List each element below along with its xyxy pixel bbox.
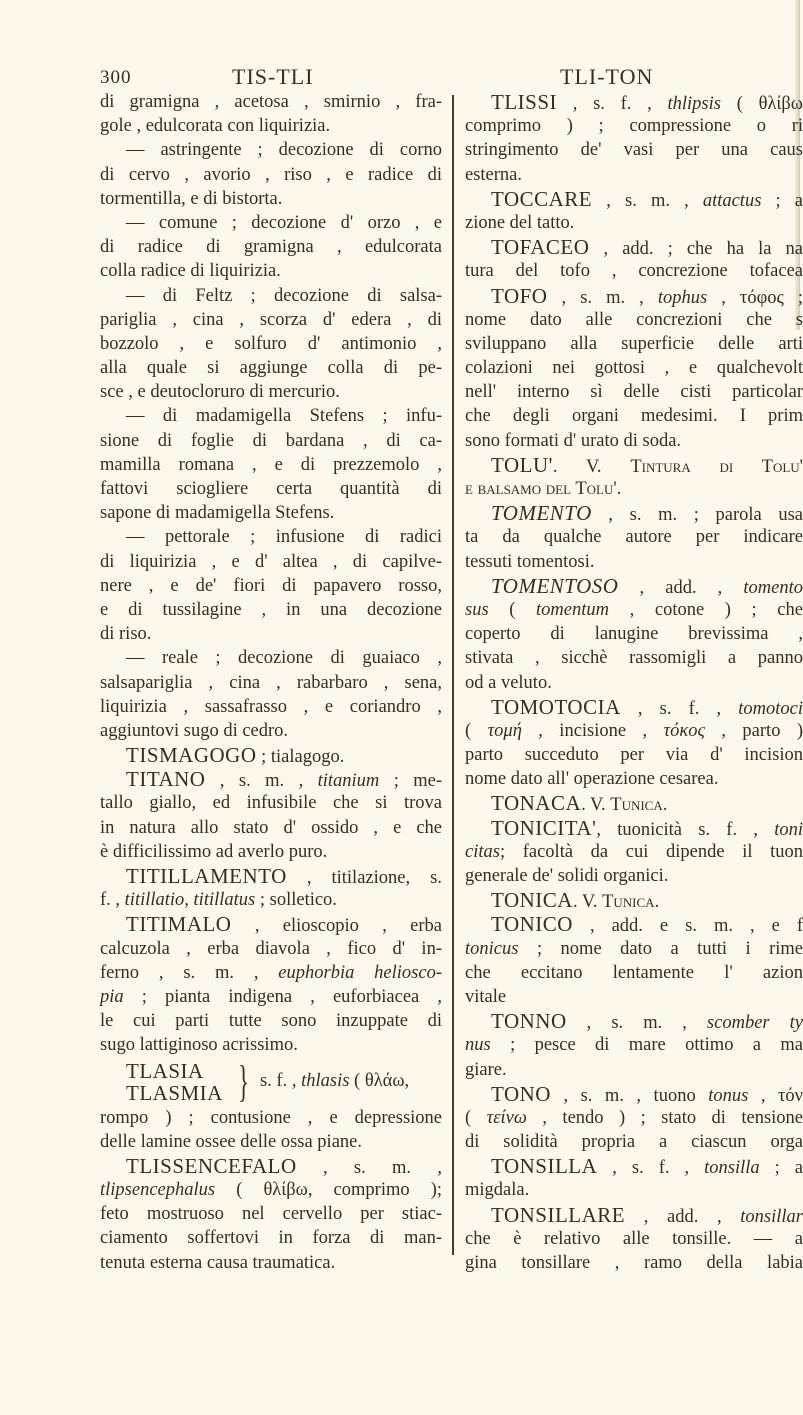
text-segment: , add. e s. m. , e f	[572, 916, 803, 937]
text-line	[465, 550, 803, 574]
text-segment: , s. m. ,	[592, 190, 703, 211]
text-line	[100, 453, 442, 477]
headword: TLASIA	[126, 1058, 204, 1083]
text-line	[465, 235, 803, 259]
text-segment: , cotone ) ; che	[609, 599, 803, 620]
text-segment: , s. m. ,	[566, 1013, 707, 1034]
text-segment: — astringente ; decozione di corno	[126, 140, 442, 161]
text-line	[100, 332, 442, 356]
headword: TONICA	[491, 888, 573, 913]
text-segment: . V.	[581, 795, 611, 816]
headword: TOMENTO	[491, 501, 592, 526]
text-line	[465, 671, 803, 695]
text-segment: coperto di lanugine brevissima ,	[465, 624, 803, 645]
text-line	[465, 743, 803, 767]
text-segment: ; nome dato a tutti i rime	[518, 938, 803, 959]
headword: TONSILLA	[491, 1154, 598, 1179]
text-segment: sugo lattiginoso acrissimo.	[100, 1035, 298, 1056]
headword: TLISSI	[491, 90, 557, 114]
text-segment: di gramigna , acetosa , smirnio , fra-	[100, 92, 442, 112]
headword: TOCCARE	[491, 186, 593, 211]
text-segment: stivata , sicchè rassomigli a panno	[465, 648, 803, 669]
text-segment: Tintura di Tolu'	[630, 456, 803, 477]
text-line	[465, 1130, 803, 1154]
text-segment: thlasis	[301, 1071, 350, 1091]
text-line	[465, 1178, 803, 1202]
text-line	[100, 1106, 442, 1130]
text-segment: e balsamo del Tolu'.	[465, 479, 622, 499]
text-segment: tlipsencephalus	[100, 1180, 216, 1201]
text-segment: generale de' solidi organici.	[465, 866, 669, 886]
text-line	[465, 1227, 803, 1251]
text-segment: ; a	[761, 190, 803, 211]
text-line	[465, 622, 803, 646]
text-segment: , s. m. ,	[547, 287, 658, 308]
text-segment: gole , edulcorata con liquirizia.	[100, 116, 331, 137]
text-line	[465, 259, 803, 283]
text-line	[100, 816, 442, 840]
text-line	[465, 864, 803, 888]
text-line	[465, 1058, 803, 1082]
text-line	[465, 163, 803, 187]
text-segment: attactus	[702, 190, 762, 211]
text-segment: di radice di gramigna , edulcorata	[100, 237, 442, 258]
text-segment: tomentum	[536, 599, 610, 620]
text-line	[100, 888, 442, 912]
text-segment: — di Feltz ; decozione di salsa-	[126, 285, 442, 306]
text-segment: , tuonicità s. f. ,	[596, 819, 775, 840]
text-line	[465, 574, 803, 598]
text-segment: thlipsis	[667, 94, 721, 114]
text-segment: tonsilla	[704, 1158, 760, 1179]
text-segment: ferno , s. m. ,	[100, 962, 279, 983]
text-line	[465, 1033, 803, 1057]
text-line	[465, 840, 803, 864]
text-segment: ; a	[759, 1158, 803, 1179]
text-line	[100, 864, 442, 888]
text-line	[465, 211, 803, 235]
running-head-right: TLI-TON	[560, 64, 654, 89]
text-segment: colazioni nei gottosi , e qualchevolt	[465, 358, 803, 379]
text-segment: titillatio, titillatus	[124, 890, 256, 911]
text-segment: in natura allo stato d' ossido , e che	[100, 817, 442, 838]
text-line	[465, 429, 803, 453]
text-segment: le cui parti tutte sono inzuppate di	[100, 1011, 442, 1032]
text-line	[100, 380, 442, 404]
text-segment: calcuzola , erba diavola , fico d' in-	[100, 938, 442, 959]
text-line	[100, 163, 442, 187]
text-segment: — comune ; decozione d' orzo , e	[126, 212, 442, 233]
headword: TITANO	[126, 767, 206, 792]
text-segment: , titilazione, s.	[286, 868, 442, 888]
bracketed-entry	[100, 1056, 442, 1106]
right-column	[465, 90, 803, 1275]
text-segment: di liquirizia , e d' altea , di capilve-	[100, 551, 442, 572]
text-line	[465, 1009, 803, 1033]
text-line	[100, 767, 442, 791]
text-segment: toni	[774, 819, 803, 840]
text-segment: che eccitano lentamente l' azion	[465, 962, 803, 983]
text-line	[465, 308, 803, 332]
text-segment: . V.	[572, 892, 603, 913]
text-segment: tessuti tomentosi.	[465, 551, 595, 572]
text-line	[100, 114, 442, 138]
text-segment: scomber ty	[706, 1013, 803, 1034]
text-segment: , τόν	[748, 1085, 803, 1106]
text-segment: parto succeduto per via d' incision	[465, 745, 803, 766]
text-segment: che degli organi medesimi. I prim	[465, 406, 803, 427]
text-segment: mamilla romana , e di prezzemolo ,	[100, 454, 442, 475]
text-segment: f. ,	[100, 890, 125, 911]
text-segment: di riso.	[100, 624, 152, 645]
text-segment: ta da qualche autore per indicare	[465, 527, 803, 548]
text-line	[100, 1154, 442, 1178]
headword: TLISSENCEFALO	[126, 1153, 297, 1178]
text-segment: τείνω	[486, 1107, 527, 1128]
text-segment: stringimento de' vasi per una caus	[465, 140, 803, 161]
text-line	[100, 138, 442, 162]
text-line	[465, 1154, 803, 1178]
text-segment: , s. f. ,	[557, 94, 668, 114]
text-line	[100, 598, 442, 622]
text-segment: τόκος	[663, 720, 706, 741]
text-segment: salsapariglia , cina , rabarbaro , sena,	[100, 672, 442, 693]
text-segment: Tunica.	[610, 795, 668, 816]
text-line	[465, 767, 803, 791]
headword: TOMENTOSO	[491, 573, 619, 598]
column-divider	[452, 95, 454, 1255]
text-segment: sus	[465, 599, 489, 620]
left-column	[100, 90, 442, 1275]
text-segment: s. f. ,	[259, 1071, 302, 1091]
text-segment: — di madamigella Stefens ; infu-	[126, 406, 442, 427]
text-segment: pia	[100, 986, 124, 1007]
text-line	[100, 937, 442, 961]
text-line	[100, 235, 442, 259]
text-line	[100, 550, 442, 574]
text-line	[100, 525, 442, 549]
text-line	[465, 816, 803, 840]
text-line	[100, 719, 442, 743]
text-segment: gina tonsillare , ramo della labia	[465, 1253, 803, 1273]
text-segment: nome dato all' operazione cesarea.	[465, 769, 719, 790]
text-line	[465, 356, 803, 380]
headword: TOLU'	[491, 452, 553, 477]
text-segment: che è relativo alle tonsille. — a	[465, 1228, 803, 1249]
headword: TONACA	[491, 791, 582, 816]
text-segment: , add. ,	[625, 1206, 741, 1227]
text-segment: tallo giallo, ed infusibile che si trova	[100, 793, 442, 814]
headword: TONICO	[491, 912, 573, 937]
text-line	[465, 888, 803, 912]
text-segment: vitale	[465, 986, 507, 1007]
text-line	[100, 961, 442, 985]
text-line	[465, 646, 803, 670]
text-line	[465, 90, 803, 114]
text-line	[465, 1203, 803, 1227]
text-segment: , s. f. ,	[620, 698, 739, 719]
text-segment: tonsillar	[740, 1206, 803, 1227]
text-line	[100, 477, 442, 501]
text-line	[465, 380, 803, 404]
text-line	[465, 114, 803, 138]
headword: TONICITA'	[491, 815, 597, 840]
text-line	[100, 840, 442, 864]
text-segment: comprimo ) ; compressione o ri	[465, 116, 803, 137]
text-line	[100, 1009, 442, 1033]
text-segment: , τόφος ;	[707, 287, 803, 308]
text-segment: — reale ; decozione di guaiaco ,	[126, 648, 442, 669]
text-line	[100, 1178, 442, 1202]
text-segment: titanium	[317, 771, 380, 792]
text-segment: colla radice di liquirizia.	[100, 261, 281, 282]
text-segment: di solidità propria a ciascun orga	[465, 1132, 803, 1153]
text-segment: ; tialagogo.	[256, 747, 345, 768]
text-segment: tonus	[708, 1085, 749, 1106]
text-segment: , add. ,	[618, 577, 744, 598]
text-segment: ; solletico.	[255, 890, 337, 911]
text-segment: ; pianta indigena , euforbiacea ,	[123, 986, 442, 1007]
text-line	[465, 985, 803, 1009]
text-line	[465, 961, 803, 985]
text-segment: euphorbia heliosco-	[278, 962, 442, 983]
text-line	[465, 1082, 803, 1106]
headword: TLASMIA	[126, 1080, 223, 1105]
text-segment: aggiuntovi sugo di cedro.	[100, 720, 289, 741]
text-segment: sapone di madamigella Stefens.	[100, 503, 335, 524]
text-line	[100, 356, 442, 380]
text-segment: tomento	[743, 577, 803, 598]
text-segment: (	[465, 1107, 487, 1128]
text-line	[100, 429, 442, 453]
text-line	[100, 211, 442, 235]
text-segment: rompo ) ; contusione , e depressione	[100, 1107, 442, 1128]
text-segment: tomotoci	[738, 698, 803, 719]
text-line	[100, 646, 442, 670]
running-head-left: TIS-TLI	[232, 64, 314, 89]
text-line	[100, 90, 442, 114]
text-segment: nere , e de' fiori di papavero rosso,	[100, 575, 442, 596]
text-segment: nus	[465, 1035, 491, 1056]
headword: TONO	[491, 1081, 551, 1106]
text-segment: liquirizia , sassafrasso , e coriandro ,	[100, 696, 442, 717]
text-line	[465, 525, 803, 549]
text-line	[465, 1251, 803, 1275]
brace-icon: }	[238, 1056, 249, 1106]
text-line	[465, 912, 803, 936]
headword: TITIMALO	[126, 912, 232, 937]
text-segment: feto mostruoso nel cervello per stiac-	[100, 1204, 442, 1225]
text-line	[100, 308, 442, 332]
text-segment: , tendo ) ; stato di tensione	[526, 1107, 803, 1128]
text-segment: nell' interno sì delle cisti particolar	[465, 382, 803, 403]
text-segment: , s. f. ,	[597, 1158, 705, 1179]
text-line	[100, 671, 442, 695]
text-segment: nome dato alle concrezioni che s	[465, 309, 803, 330]
text-line	[465, 695, 803, 719]
text-segment: (	[465, 720, 488, 741]
text-segment: , s. m. ,	[205, 771, 318, 792]
text-line	[100, 695, 442, 719]
text-line	[465, 284, 803, 308]
text-line	[465, 937, 803, 961]
text-segment: pariglia , cina , scorza d' edera , di	[100, 309, 442, 330]
text-line	[100, 743, 442, 767]
text-segment: citas	[465, 841, 500, 862]
text-segment: ; pesce di mare ottimo a ma	[490, 1035, 803, 1056]
text-line	[100, 985, 442, 1009]
text-line	[100, 284, 442, 308]
text-segment: od a veluto.	[465, 672, 552, 693]
text-line	[100, 791, 442, 815]
text-segment: delle lamine ossee delle ossa piane.	[100, 1131, 362, 1152]
text-segment: ; facoltà da cui dipende il tuon	[499, 841, 803, 862]
text-segment: , add. ; che ha la na	[589, 239, 803, 260]
text-segment: tenuta esterna causa traumatica.	[100, 1252, 336, 1273]
text-segment: sce , e deutocloruro di mercurio.	[100, 382, 340, 403]
text-line	[465, 719, 803, 743]
text-segment: — pettorale ; infusione di radici	[126, 527, 442, 548]
headword: TOFO	[491, 283, 548, 308]
text-segment: , elioscopio , erba	[231, 916, 442, 937]
text-segment: , s. m. , tuono	[550, 1085, 709, 1106]
text-segment: , s. m. ,	[296, 1157, 442, 1178]
text-segment: e di tussilagine , in una decozione	[100, 599, 442, 620]
text-line	[465, 1106, 803, 1130]
text-segment: ( θλάω,	[349, 1071, 410, 1091]
text-line	[465, 404, 803, 428]
text-line	[100, 1033, 442, 1057]
text-line	[100, 501, 442, 525]
headword: TONNO	[491, 1009, 567, 1034]
text-line	[100, 622, 442, 646]
text-segment: ciamento soffertovi in forza di man-	[100, 1228, 442, 1249]
text-segment: (	[488, 599, 537, 620]
text-segment: , s. m. ; parola usa	[591, 505, 803, 526]
text-line	[100, 187, 442, 211]
text-line	[100, 1130, 442, 1154]
text-segment: bozzolo , e solfuro d' antimonio ,	[100, 333, 442, 354]
text-line	[465, 501, 803, 525]
text-segment: ( θλίβω, comprimo );	[215, 1180, 442, 1201]
headword: TOFACEO	[491, 235, 590, 260]
text-line	[465, 791, 803, 815]
text-line	[100, 1251, 442, 1275]
text-segment: tophus	[657, 287, 708, 308]
text-line	[100, 259, 442, 283]
text-segment: . V.	[552, 456, 631, 477]
text-segment: sono formati d' urato di soda.	[465, 430, 682, 451]
text-line	[100, 1226, 442, 1250]
text-segment: Tunica.	[602, 892, 660, 913]
text-segment: , incisione ,	[521, 720, 664, 741]
text-segment: alla quale si aggiunge colla di pe-	[100, 358, 442, 379]
headword: TITILLAMENTO	[126, 864, 287, 888]
text-segment: tonicus	[465, 938, 519, 959]
text-segment: sione di foglie di bardana , di ca-	[100, 430, 442, 451]
text-segment: , parto )	[705, 720, 803, 741]
text-line	[100, 1202, 442, 1226]
text-segment: esterna.	[465, 164, 523, 185]
text-line	[465, 332, 803, 356]
headword: TOMOTOCIA	[491, 694, 621, 719]
text-line	[465, 138, 803, 162]
text-segment: fattovi sciogliere certa quantità di	[100, 479, 442, 499]
text-segment: sviluppano alla superficie delle arti	[465, 333, 803, 354]
text-segment: tura del tofo , concrezione tofacea	[465, 261, 803, 282]
text-segment: è difficilissimo ad averlo puro.	[100, 841, 328, 862]
text-segment: τομή	[487, 720, 522, 741]
text-line	[465, 477, 803, 501]
text-segment: zione del tatto.	[465, 212, 575, 233]
text-segment: di cervo , avorio , riso , e radice di	[100, 164, 442, 185]
text-line	[465, 187, 803, 211]
text-segment: giare.	[465, 1059, 507, 1080]
text-segment: ; me-	[379, 771, 442, 792]
text-line	[465, 598, 803, 622]
text-line	[465, 453, 803, 477]
text-line	[100, 574, 442, 598]
text-line	[100, 912, 442, 936]
headword: TONSILLARE	[491, 1202, 626, 1227]
headword: TISMAGOGO	[126, 743, 257, 768]
text-segment: ( θλίβω	[720, 94, 803, 114]
text-segment: migdala.	[465, 1180, 530, 1201]
text-line	[100, 404, 442, 428]
page-number: 300	[100, 67, 132, 88]
text-segment: tormentilla, e di bistorta.	[100, 188, 283, 209]
